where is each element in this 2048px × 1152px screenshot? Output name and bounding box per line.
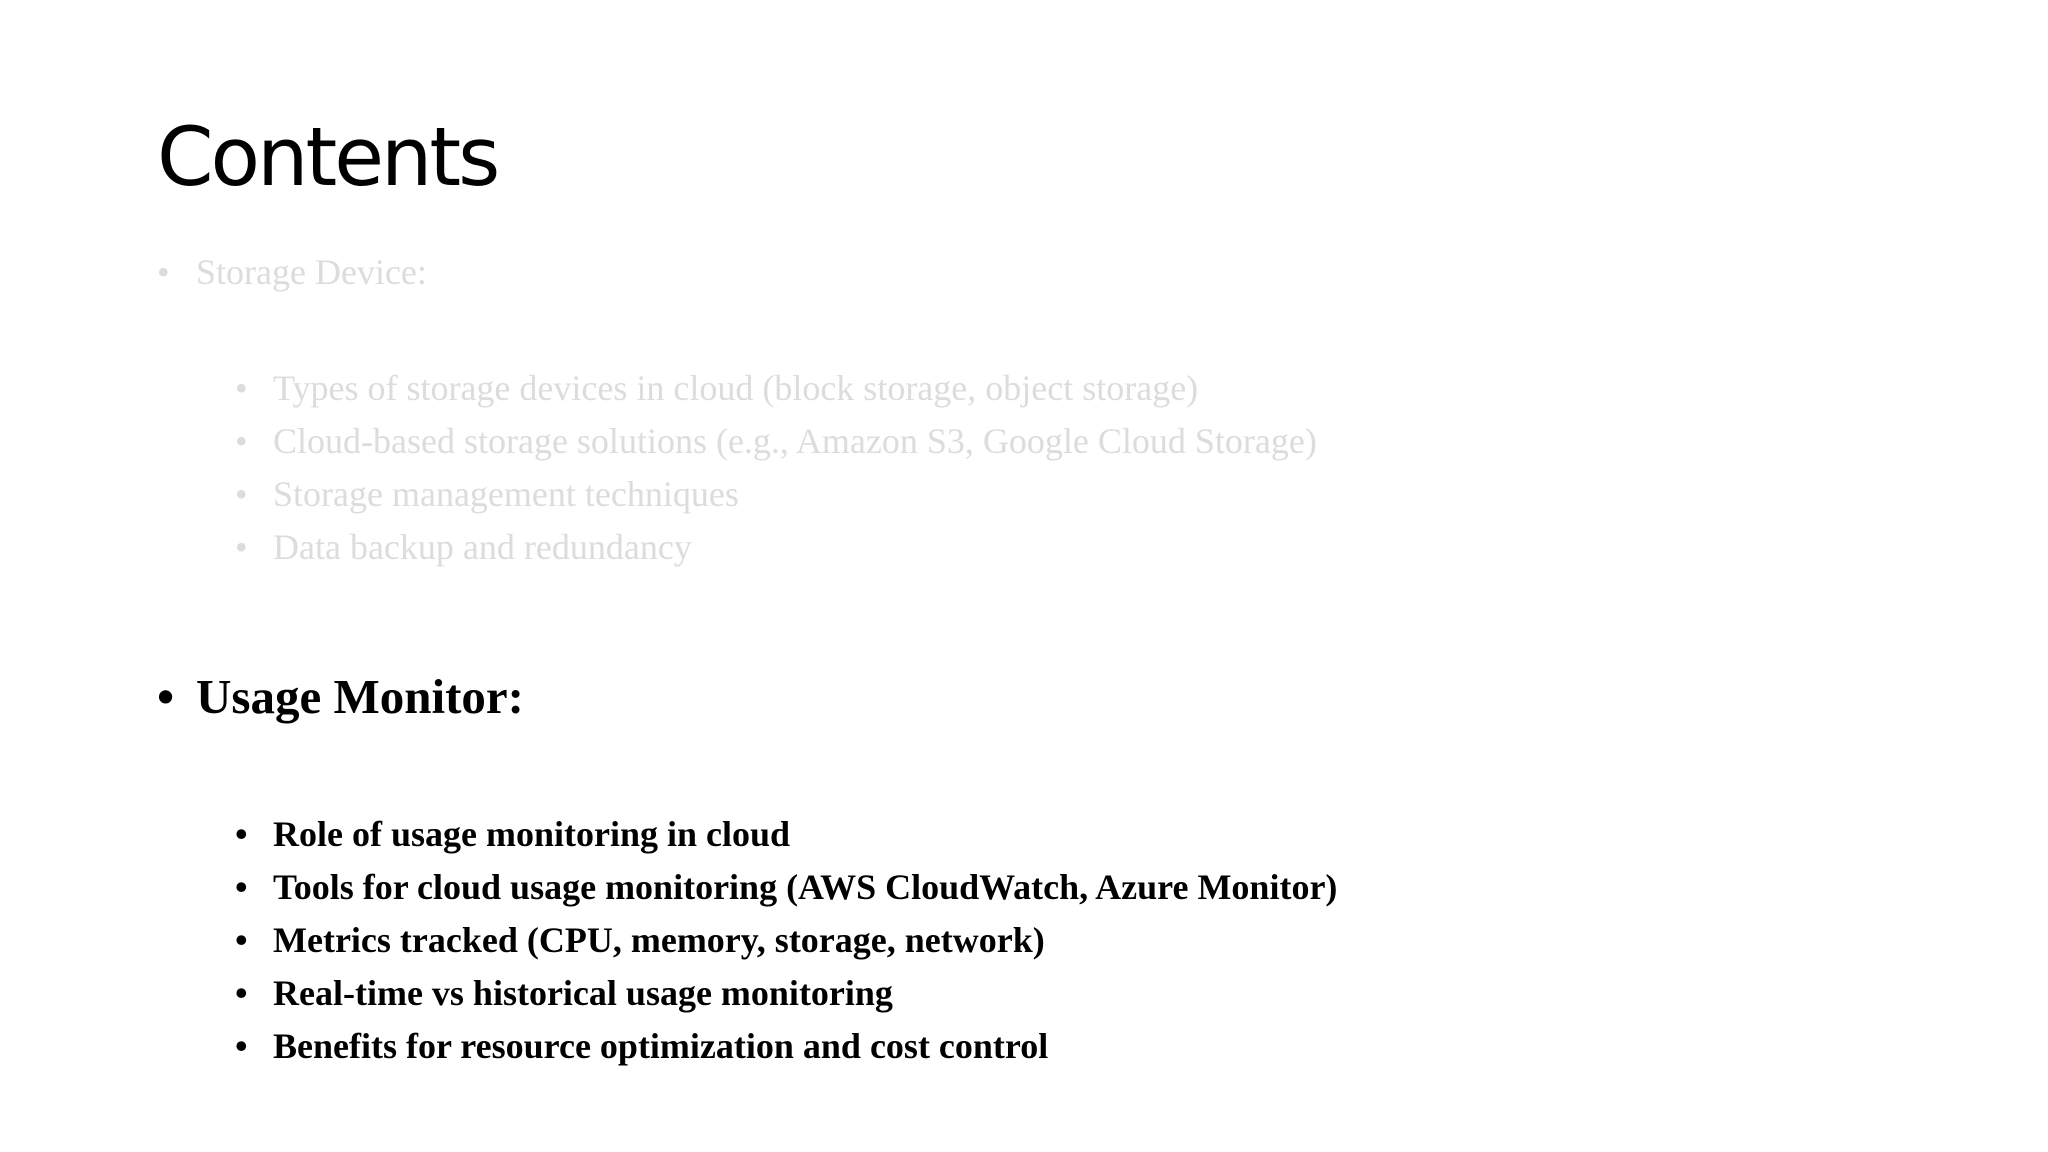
- section-heading-label: Storage Device:: [196, 252, 427, 292]
- bullet-icon: •: [157, 669, 175, 724]
- bullet-icon: •: [235, 814, 248, 854]
- slide-title: Contents: [157, 111, 498, 205]
- list-item-label: Types of storage devices in cloud (block storage, object storage): [273, 368, 1199, 408]
- list-item-label: Data backup and redundancy: [273, 527, 692, 567]
- bullet-icon: •: [235, 421, 248, 461]
- bullet-icon: •: [235, 867, 248, 907]
- list-item-label: Benefits for resource optimization and cost control: [273, 1026, 1049, 1066]
- list-item-label: Real-time vs historical usage monitoring: [273, 973, 893, 1013]
- bullet-icon: •: [235, 368, 248, 408]
- bullet-icon: •: [157, 252, 170, 292]
- list-item-label: Storage management techniques: [273, 474, 739, 514]
- list-item-label: Tools for cloud usage monitoring (AWS CloudWatch, Azure Monitor): [273, 867, 1338, 907]
- list-item-label: Cloud-based storage solutions (e.g., Amazon S3, Google Cloud Storage): [273, 421, 1317, 461]
- bullet-icon: •: [235, 920, 248, 960]
- section-heading-label: Usage Monitor:: [196, 669, 524, 724]
- list-item-label: Metrics tracked (CPU, memory, storage, network): [273, 920, 1045, 960]
- bullet-icon: •: [235, 527, 248, 567]
- list-item-label: Role of usage monitoring in cloud: [273, 814, 791, 854]
- bullet-icon: •: [235, 474, 248, 514]
- bullet-icon: •: [235, 973, 248, 1013]
- bullet-icon: •: [235, 1026, 248, 1066]
